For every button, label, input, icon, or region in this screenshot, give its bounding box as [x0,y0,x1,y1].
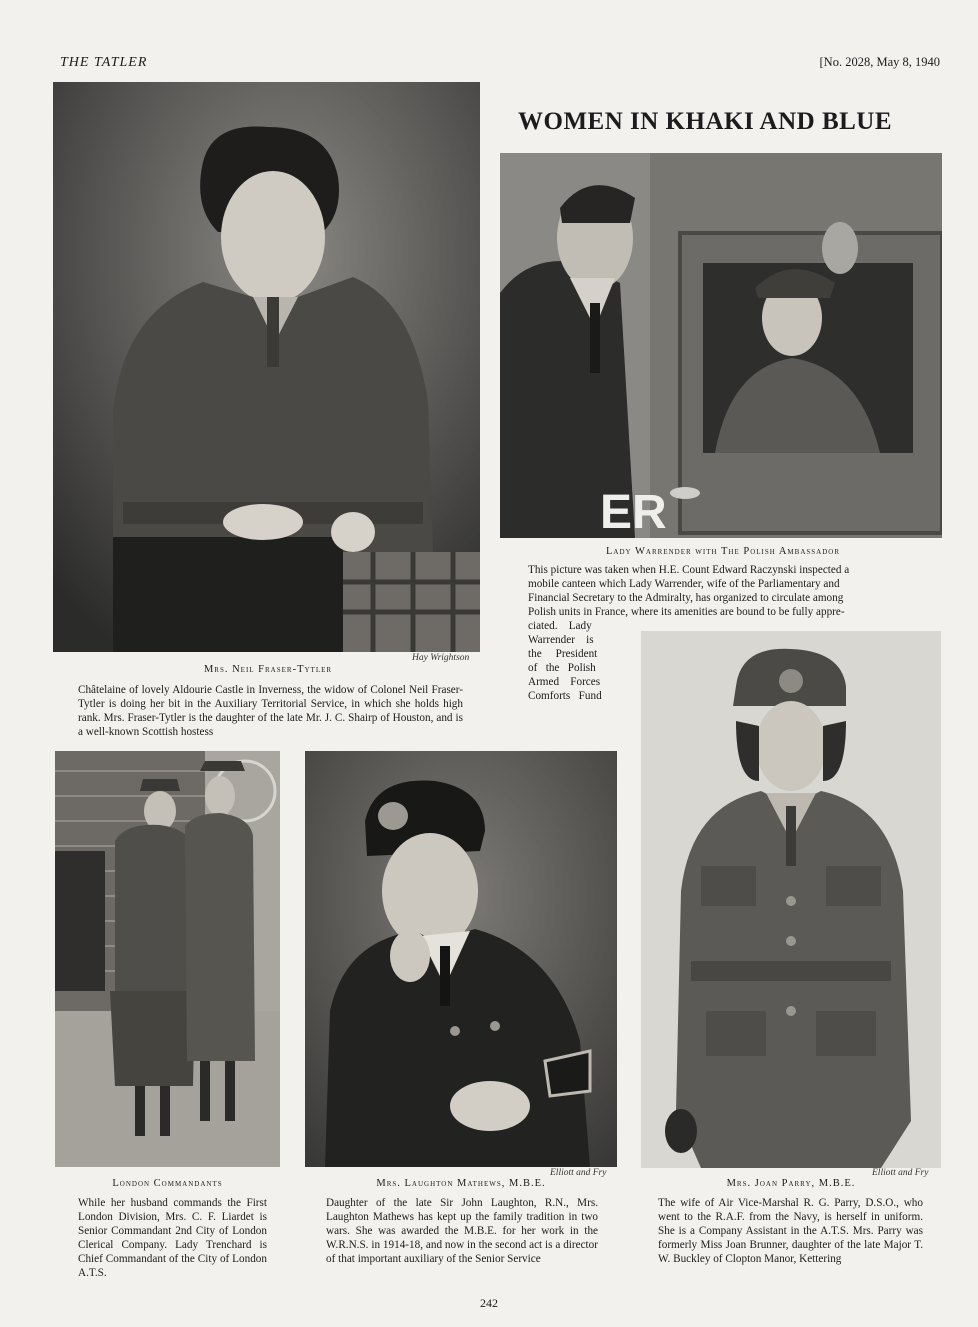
caption-title-parry: Mrs. Joan Parry, M.B.E. [726,1178,856,1189]
caption-line: Warrender is [528,634,594,646]
caption-line: of the Polish [528,662,596,674]
photo-warrender [500,153,942,538]
page-headline: WOMEN IN KHAKI AND BLUE [518,108,893,135]
caption-line: This picture was taken when H.E. Count Edward Raczynski inspected a [528,564,850,576]
caption-text-laughton: Daughter of the late Sir John Laughton, R.N., Mrs. Laughton Mathews has kept up the family tradition in two wars. She was awarded the M.B.E. for her work in the W.R.N.S. in 1914-18, and now in the second act is a director of that important auxiliary of the Senior Service [326,1197,598,1265]
photo-credit-parry: Elliott and Fry [872,1168,929,1178]
caption-line: Financial Secretary to the Admiralty, has organized to circulate among [528,592,844,604]
caption-line: ciated. Lady [528,620,592,632]
caption-text-london: While her husband commands the First London Division, Mrs. C. F. Liardet is Senior Commandant 2nd City of London Clerical Company. Lady Trenchard is Chief Commandant of the City of London A.T.S. [78,1197,267,1279]
caption-line: the President [528,648,598,660]
caption-title-warrender: Lady Warrender with The Polish Ambassador [606,546,840,557]
caption-line: mobile canteen which Lady Warrender, wife of the Parliamentary and [528,578,840,590]
photo-london-commandants [55,751,280,1167]
caption-line: Polish units in France, where its amenities are bound to be fully appre- [528,606,845,618]
caption-text-fraser-tytler: Châtelaine of lovely Aldourie Castle in Inverness, the widow of Colonel Neil Fraser-Tytler is doing her bit in the Auxiliary Territorial Service, in which she holds high rank. Mrs. Fraser-Tytler is the daughter of the late Mr. J. C. Shairp of Houston, and is a well-known Scottish hostess [78,684,463,738]
caption-title-london: London Commandants [112,1178,223,1189]
caption-title-fraser-tytler: Mrs. Neil Fraser-Tytler [203,664,333,675]
photo-laughton-mathews [305,751,617,1167]
publication-title: THE TATLER [60,55,148,70]
page-number: 242 [480,1296,498,1310]
photo-parry [641,631,941,1168]
photo-credit-fraser-tytler: Hay Wrightson [412,653,470,663]
photo-credit-laughton: Elliott and Fry [550,1168,607,1178]
photo-fraser-tytler [53,82,480,652]
issue-info: [No. 2028, May 8, 1940 [819,55,940,69]
caption-text-parry: The wife of Air Vice-Marshal R. G. Parry, D.S.O., who went to the R.A.F. from the Navy, is herself in uniform. She is a Company Assistant in the A.T.S. Mrs. Parry was formerly Miss Joan Brunner, daughter of the late Major T. W. Buckley of Clopton Manor, Kettering [658,1197,923,1265]
caption-title-laughton: Mrs. Laughton Mathews, M.B.E. [376,1178,546,1189]
van-lettering: ER [600,486,667,538]
caption-line: Armed Forces [528,676,601,688]
caption-line: Comforts Fund [528,690,602,702]
